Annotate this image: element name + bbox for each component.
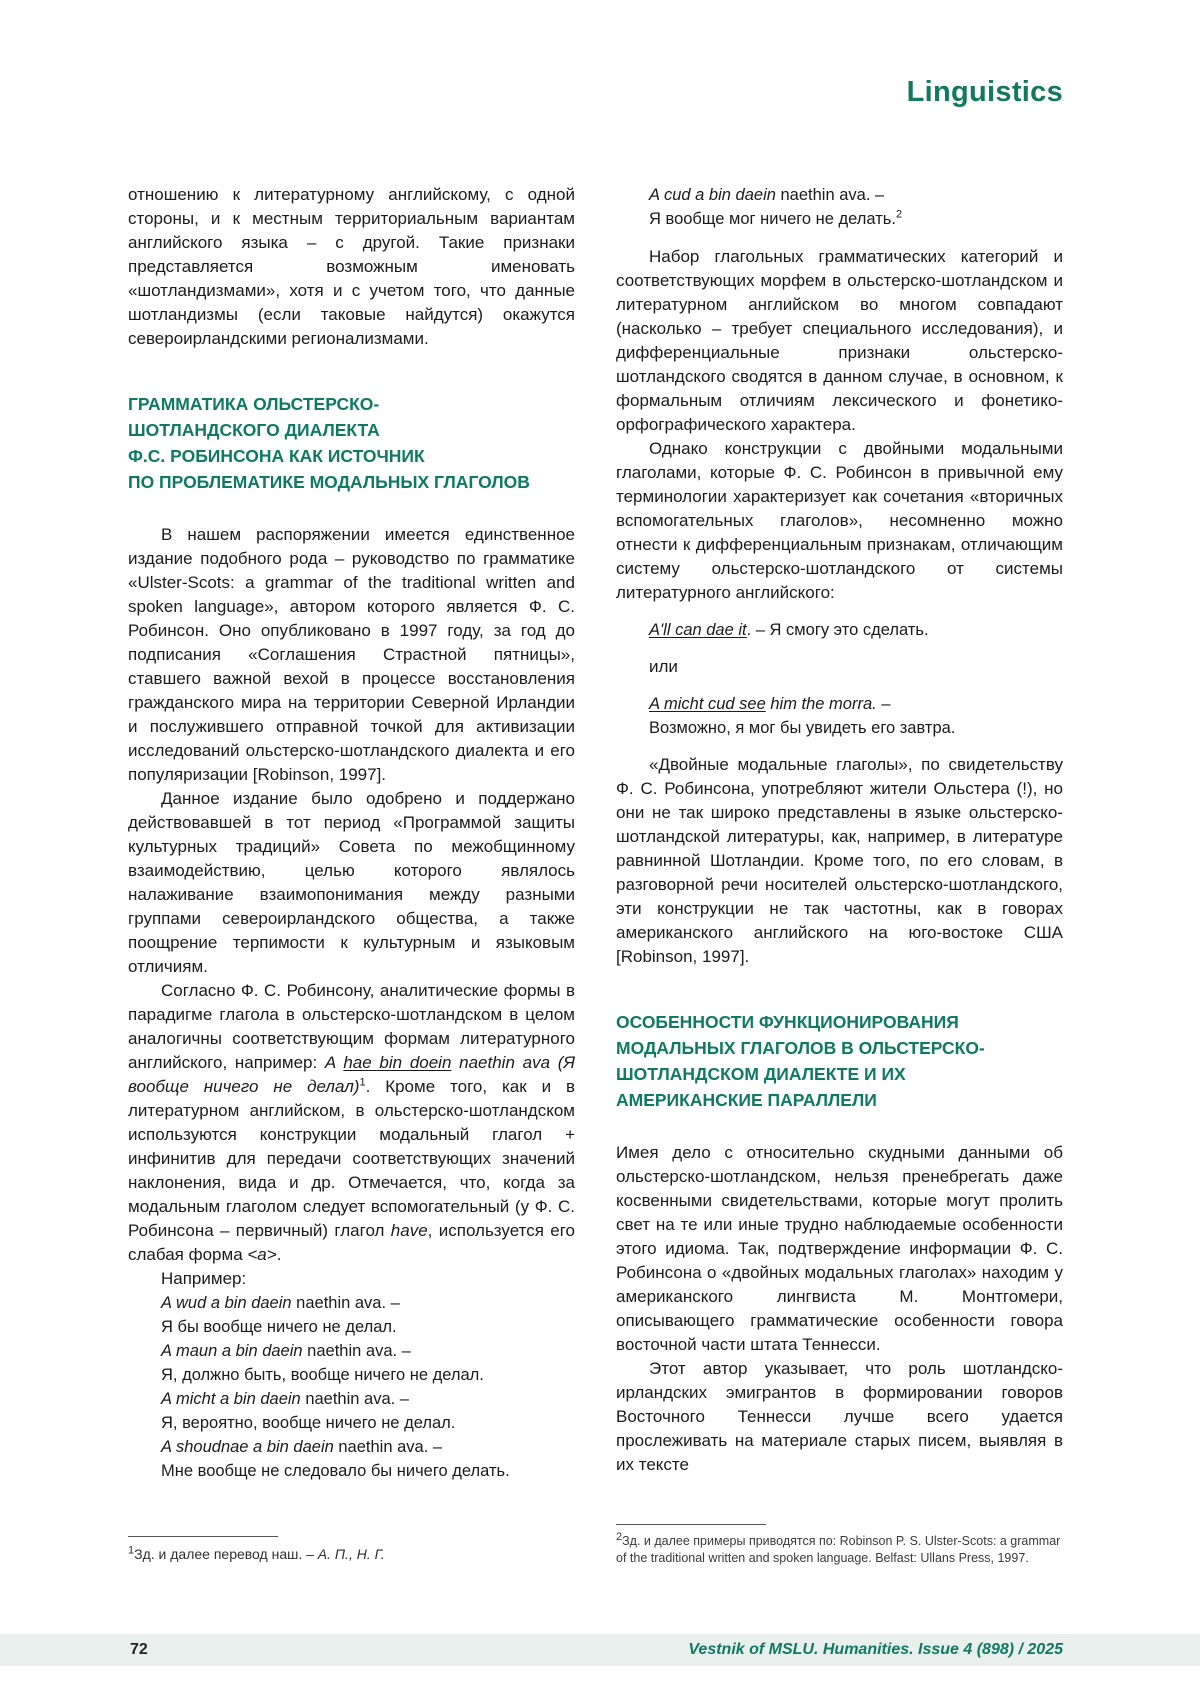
example-translation: Возможно, я мог бы увидеть его завтра. <box>649 719 956 737</box>
text-segment: wud a bin daein <box>175 1294 292 1312</box>
or-label: или <box>649 657 678 676</box>
example-translation: Я, вероятно, вообще ничего не делал. <box>161 1414 456 1432</box>
heading-line: АМЕРИКАНСКИЕ ПАРАЛЛЕЛИ <box>616 1090 877 1110</box>
heading-line: ПО ПРОБЛЕМАТИКЕ МОДАЛЬНЫХ ГЛАГОЛОВ <box>128 472 530 492</box>
text-segment: maun a bin daein <box>175 1342 303 1360</box>
text-segment: A micht cud see <box>649 695 766 713</box>
example-english <box>161 1435 575 1459</box>
text-segment: A <box>161 1294 176 1312</box>
example-translation: Мне вообще не следовало бы ничего делать. <box>161 1462 510 1480</box>
text-segment: naethin ava. – <box>333 1438 443 1456</box>
example-translation: Я, должно быть, вообще ничего не делал. <box>161 1366 484 1384</box>
footnote-2 <box>616 1524 1063 1567</box>
text-segment: <a> <box>247 1245 277 1264</box>
text-segment: A <box>324 1053 344 1072</box>
example-english <box>649 692 1063 716</box>
example-translation: Я бы вообще ничего не делал. <box>161 1318 397 1336</box>
text-segment: (Я вообще ничего не делал) <box>128 1053 575 1096</box>
text-segment: naethin ava <box>451 1053 551 1072</box>
paragraph: «Двойные модальные глаголы», по свидетельству Ф. С. Робинсона, употребляют жители Ольстера (!), но они не так широко представлены в языке ольстерско-шотландской литературы, как, например, в литературе равнинной Шотландии. Кроме того, по его словам, в разговорной речи носителей ольстерско-шотландского, эти конструкции не так частотны, как в говорах американского английского на юго-востоке США [Robinson, 1997]. <box>616 755 1063 966</box>
paragraph: В нашем распоряжении имеется единственное издание подобного рода – руководство по грамматике «Ulster-Scots: a grammar of the traditional written and spoken language», автором которого является Ф. С. Робинсон. Оно опубликовано в 1997 году, за год до подписания «Соглашения Страстной пятницы», ставшего важной вехой в процессе восстановления гражданского мира на территории Северной Ирландии и послужившего отправной точкой для активизации исследований ольстерско-шотландского диалекта и его популяризации [Robinson, 1997]. <box>128 525 575 784</box>
footnote-1 <box>128 1536 575 1564</box>
example-double-modal-1 <box>649 618 1063 642</box>
text-segment: A <box>649 186 664 204</box>
text-segment: A <box>161 1390 176 1408</box>
footnote-marker: 2 <box>616 1530 623 1543</box>
text-segment: . – Я смогу это сделать. <box>746 621 929 639</box>
heading-line: ГРАММАТИКА ОЛЬСТЕРСКО- <box>128 394 380 414</box>
example-translation <box>649 207 1063 231</box>
left-column <box>128 183 575 1483</box>
text-segment: Я вообще мог ничего не делать. <box>649 210 896 228</box>
text-segment: A <box>161 1342 176 1360</box>
text-segment: hae bin doein <box>343 1053 452 1072</box>
footnote-rule <box>616 1524 766 1525</box>
example-english <box>161 1387 575 1411</box>
example-list <box>616 183 1063 231</box>
page-number: 72 <box>130 1641 148 1658</box>
heading-line: ОСОБЕННОСТИ ФУНКЦИОНИРОВАНИЯ <box>616 1012 959 1032</box>
text-segment: A <box>161 1438 176 1456</box>
paragraph: Однако конструкции с двойными модальными глаголами, которые Ф. С. Робинсон в привычной ему терминологии характеризует как сочетания «вторичных вспомогательных глаголов», несомненно можно отнести к дифференциальным признакам, отличающим систему ольстерско-шотландского от системы литературного английского: <box>616 439 1063 602</box>
footnote-marker: 1 <box>359 1076 366 1089</box>
running-head-linguistics: Linguistics <box>906 76 1063 108</box>
example-english <box>161 1339 575 1363</box>
footer-band <box>0 1634 1200 1666</box>
footnote-text <box>128 1545 575 1564</box>
example-english <box>649 183 1063 207</box>
paragraph: Данное издание было одобрено и поддержано действовавшей в тот период «Программой защиты культурных традиций» Совета по межобщинному взаимодействию, целью которого являлось налаживание взаимопонимания между разными группами североирландского общества, а также поощрение терпимости к культурным и языковым отличиям. <box>128 789 575 976</box>
paragraph: Этот автор указывает, что роль шотландско-ирландских эмигрантов в формировании говоров Восточного Теннесси лучше всего удается прослеживать на материале старых писем, выявляя в их тексте <box>616 1359 1063 1474</box>
footnote-marker: 1 <box>128 1544 135 1557</box>
footnote-marker: 2 <box>895 208 903 221</box>
heading-line: Ф.С. РОБИНСОНА КАК ИСТОЧНИК <box>128 446 425 466</box>
text-segment: Согласно Ф. С. Робинсону, аналитические формы в парадигме глагола в ольстерско-шотландском в целом аналогичны соответствующим формам литературного английского, например: <box>128 981 575 1072</box>
example-intro-label: Например: <box>161 1269 247 1288</box>
text-segment: . <box>276 1245 282 1264</box>
text-segment: A'll can dae it <box>649 621 747 639</box>
text-segment: А. П., Н. Г. <box>317 1546 385 1562</box>
text-segment: micht a bin daein <box>175 1390 301 1408</box>
text-segment: , используется его слабая форма <box>128 1221 575 1264</box>
text-segment: . Кроме того, как и в литературном английском, в ольстерско-шотландском используются конструкции модальный глагол + инфинитив для передачи соответствующих значений наклонения, вида и др. Отмечается, что, когда за модальным глаголом следует вспомогательный (у Ф. С. Робинсона – первичный) глагол <box>128 1077 575 1240</box>
heading-line: МОДАЛЬНЫХ ГЛАГОЛОВ В ОЛЬСТЕРСКО- <box>616 1038 985 1058</box>
paragraph <box>128 979 575 1267</box>
text-segment: cud a bin daein <box>663 186 776 204</box>
journal-title: Vestnik of MSLU. Humanities. Issue 4 (898) / 2025 <box>688 1641 1063 1658</box>
paragraph: Имея дело с относительно скудными данными об ольстерско-шотландском, нельзя пренебрегать даже косвенными свидетельствами, которые могут пролить свет на те или иные трудно наблюдаемые особенности этого идиома. Так, подтверждение информации Ф. С. Робинсона о «двойных модальных глаголах» находим у американского лингвиста М. Монтгомери, описывающего грамматические особенности говора восточной части штата Теннесси. <box>616 1143 1063 1354</box>
text-segment: Зд. и далее примеры приводятся по: Robinson P. S. Ulster-Scots: a grammar of the traditional written and spoken language. Belfast: Ullans Press, 1997. <box>616 1534 1061 1565</box>
text-segment: naethin ava. – <box>291 1294 400 1312</box>
text-segment: naethin ava. – <box>300 1390 409 1408</box>
text-segment: shoudnae a bin daein <box>175 1438 334 1456</box>
text-segment: him the morra. <box>765 695 877 713</box>
footnote-rule <box>128 1536 278 1537</box>
heading-line: ШОТЛАНДСКОМ ДИАЛЕКТЕ И ИХ <box>616 1064 906 1084</box>
text-segment: naethin ava. – <box>775 186 885 204</box>
example-english <box>161 1291 575 1315</box>
section-heading-grammar <box>128 391 575 495</box>
text-segment: Зд. и далее перевод наш. – <box>134 1546 318 1562</box>
heading-line: ШОТЛАНДСКОГО ДИАЛЕКТА <box>128 420 380 440</box>
paragraph-continued: отношению к литературному английскому, с одной стороны, и к местным территориальным вариантам английского языка – с другой. Такие признаки представляется возможным именовать «шотландизмами», хотя и с учетом того, что данные шотландизмы (если таковые найдутся) окажутся североирландскими регионализмами. <box>128 185 575 348</box>
paragraph: Набор глагольных грамматических категорий и соответствующих морфем в ольстерско-шотландском и литературном английском во многом совпадают (насколько – требует специального исследования), и дифференциальные признаки ольстерско-шотландского сводятся в данном случае, в основном, к формальным отличиям лексического и фонетико-орфографического характера. <box>616 247 1063 434</box>
example-double-modal-2 <box>649 692 1063 740</box>
text-segment: naethin ava. – <box>302 1342 411 1360</box>
example-list <box>128 1291 575 1483</box>
text-segment: – <box>876 695 891 713</box>
footnote-text <box>616 1530 1063 1567</box>
text-segment: have <box>390 1221 428 1240</box>
section-heading-features <box>616 1009 1063 1113</box>
right-column <box>616 183 1063 1477</box>
